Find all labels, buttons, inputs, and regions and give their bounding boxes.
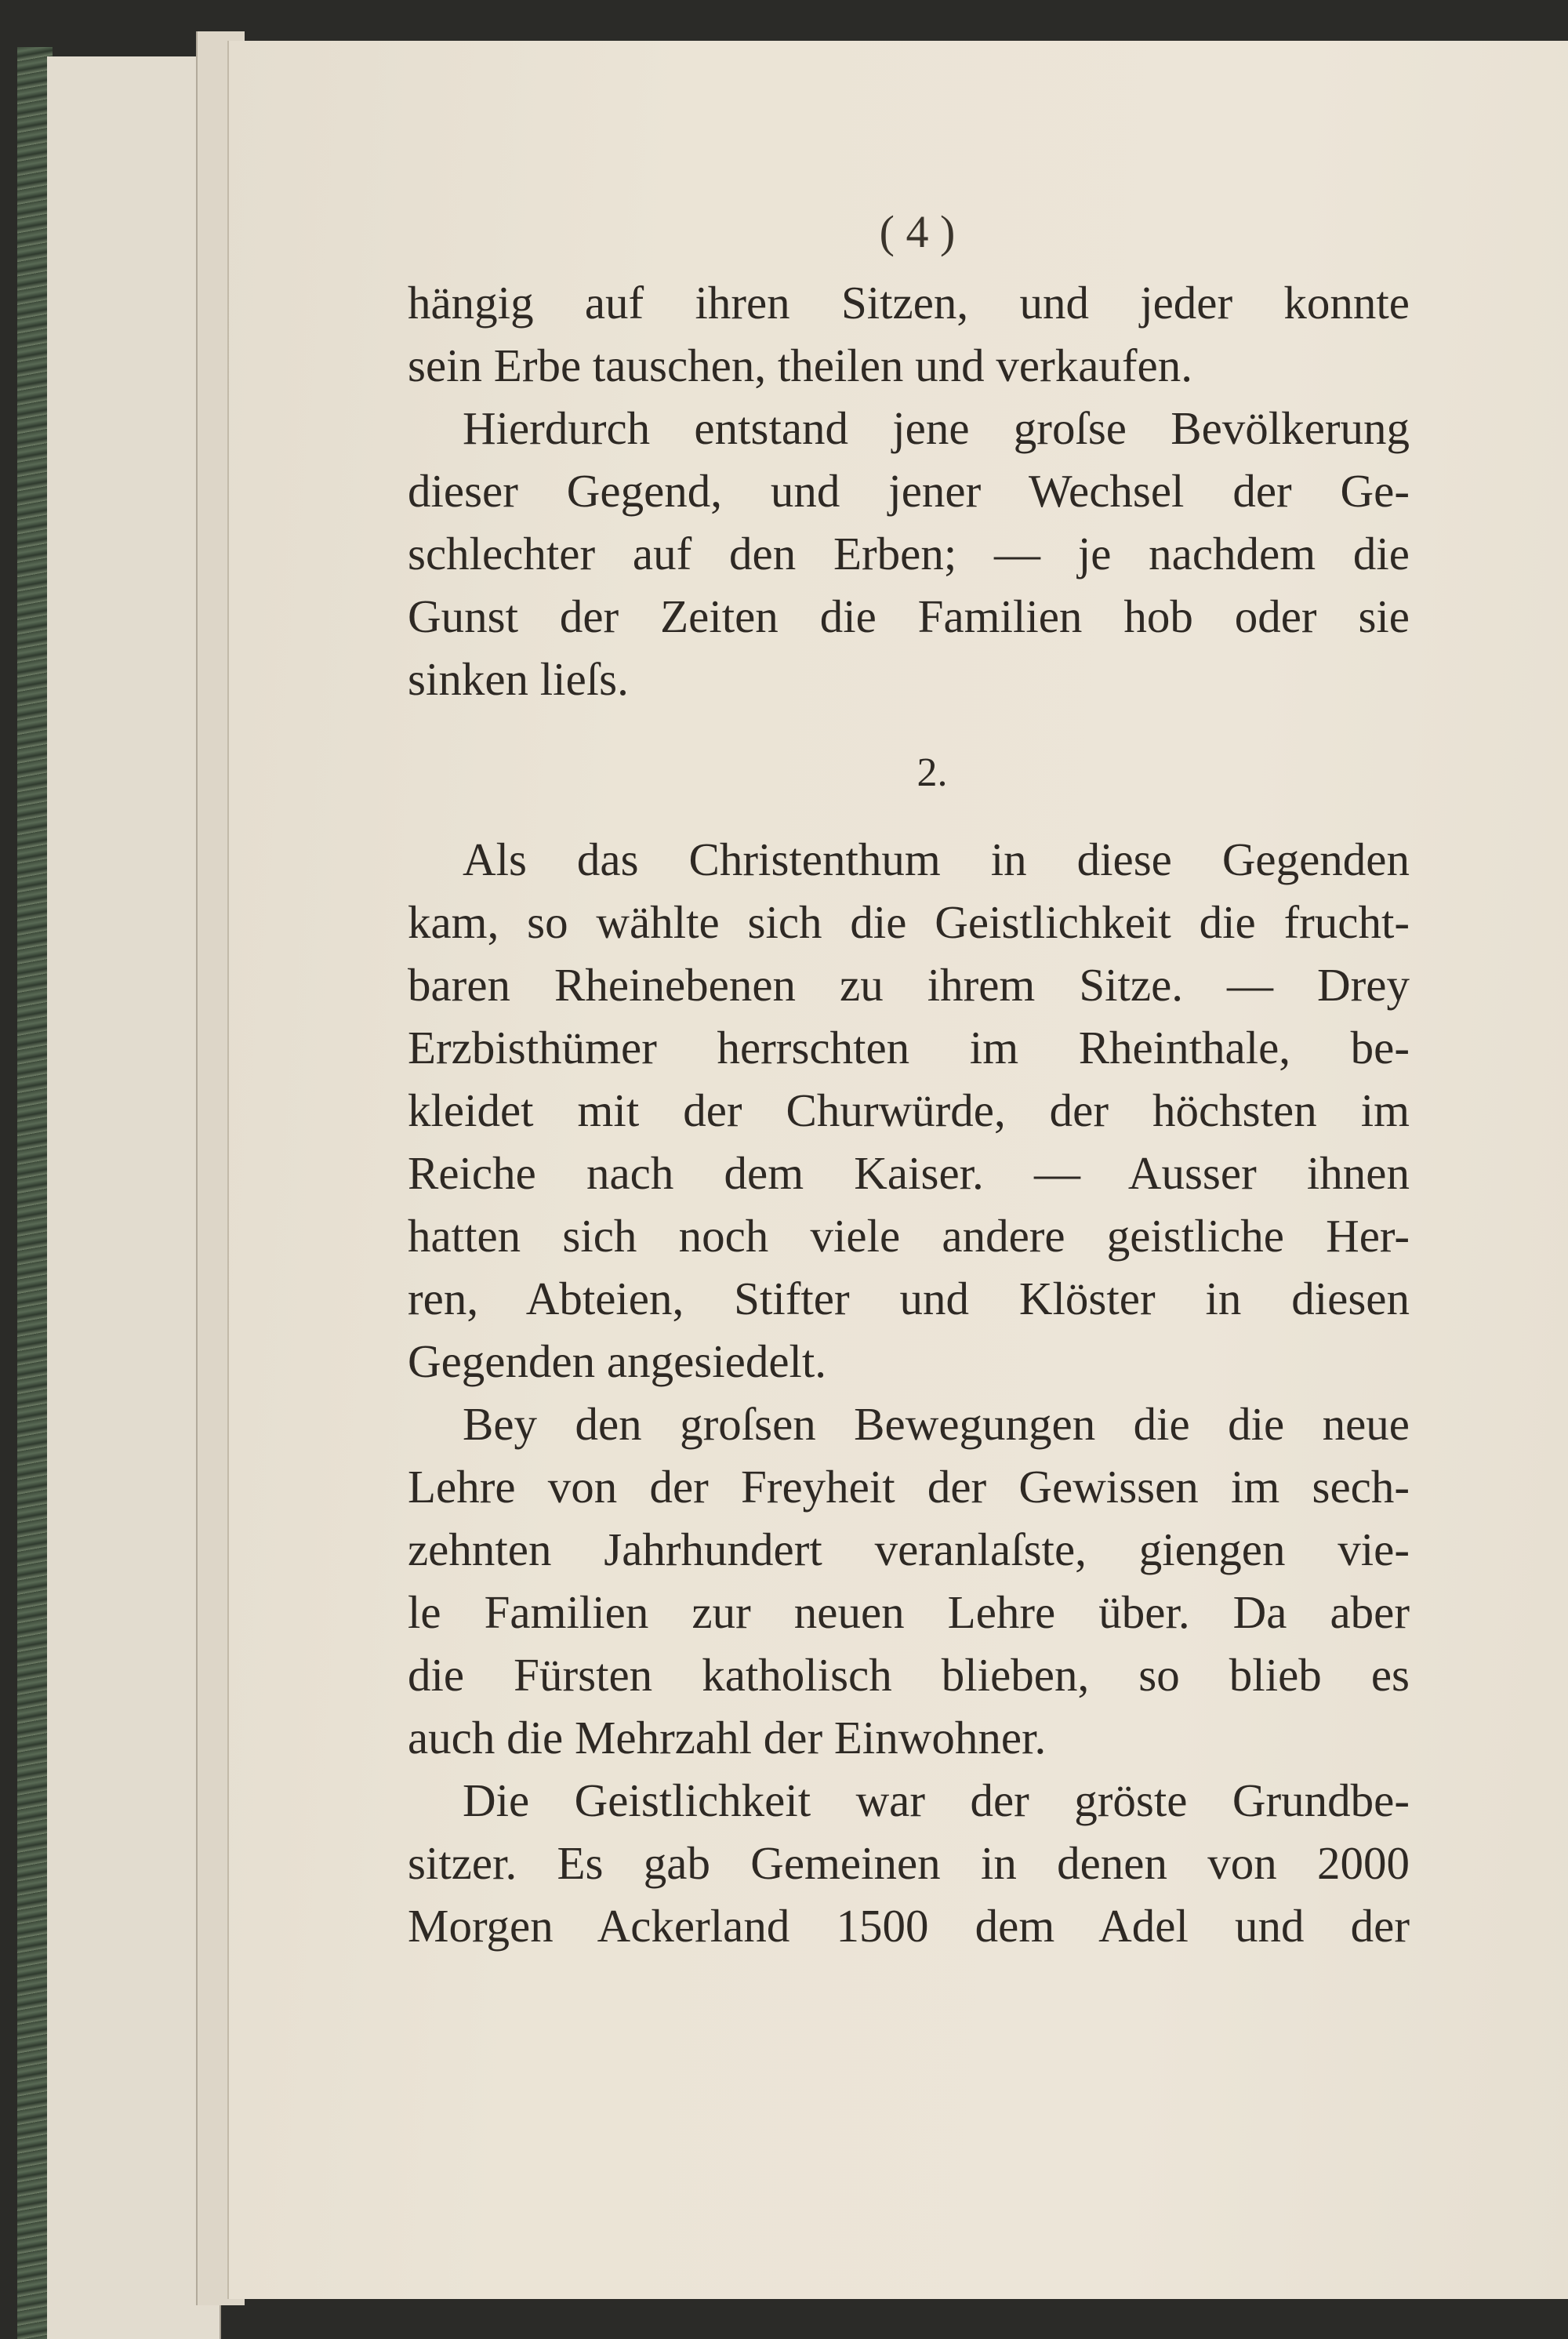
text-line: auch die Mehrzahl der Einwohner. [408, 1712, 1047, 1763]
section-number: 2. [916, 750, 948, 795]
text-line: sitzer. Es gab Gemeinen in denen von 2000 [408, 1837, 1410, 1889]
text-line: Hierdurch entstand jene groſse Bevölkerung [463, 402, 1410, 454]
text-line: baren Rheinebenen zu ihrem Sitze. — Drey [408, 959, 1410, 1011]
text-line: ren, Abteien, Stifter und Klöster in diesen [408, 1273, 1410, 1324]
paragraph-2 [408, 397, 1410, 710]
text-line: schlechter auf den Erben; — je nachdem die [408, 528, 1410, 579]
previous-page-edge [47, 56, 221, 2339]
text-line: sinken lieſs. [408, 653, 629, 705]
text-line: dieser Gegend, und jener Wechsel der Ge- [408, 465, 1410, 517]
text-line: Gegenden angesiedelt. [408, 1335, 827, 1387]
text-line: zehnten Jahrhundert veranlaſste, giengen vie- [408, 1524, 1410, 1575]
text-line: kleidet mit der Churwürde, der höchsten im [408, 1084, 1410, 1136]
text-line: Reiche nach dem Kaiser. — Ausser ihnen [408, 1147, 1410, 1199]
text-line: Morgen Ackerland 1500 dem Adel und der [408, 1900, 1410, 1952]
text-line: hatten sich noch viele andere geistliche Her- [408, 1210, 1410, 1262]
paragraph-5 [408, 1769, 1410, 1957]
text-line: die Fürsten katholisch blieben, so blieb es [408, 1649, 1410, 1701]
text-line: Erzbisthümer herrschten im Rheinthale, be- [408, 1022, 1410, 1073]
text-line: kam, so wählte sich die Geistlichkeit die frucht- [408, 896, 1410, 948]
text-line: sein Erbe tauschen, theilen und verkaufen. [408, 340, 1192, 391]
text-line: hängig auf ihren Sitzen, und jeder konnte [408, 277, 1410, 329]
text-line: Lehre von der Freyheit der Gewissen im sech- [408, 1461, 1410, 1513]
text-line: le Familien zur neuen Lehre über. Da aber [408, 1586, 1410, 1638]
text-line: Gunst der Zeiten die Familien hob oder sie [408, 590, 1410, 642]
page-text [408, 271, 1410, 1957]
paragraph-3 [408, 828, 1410, 1393]
paragraph-4 [408, 1393, 1410, 1769]
text-line: Bey den groſsen Bewegungen die die neue [463, 1398, 1410, 1450]
text-line: Als das Christenthum in diese Gegenden [463, 834, 1410, 885]
paragraph-1 [408, 271, 1410, 397]
text-line: Die Geistlichkeit war der gröste Grundbe- [463, 1774, 1410, 1826]
page-number: ( 4 ) [879, 206, 956, 257]
